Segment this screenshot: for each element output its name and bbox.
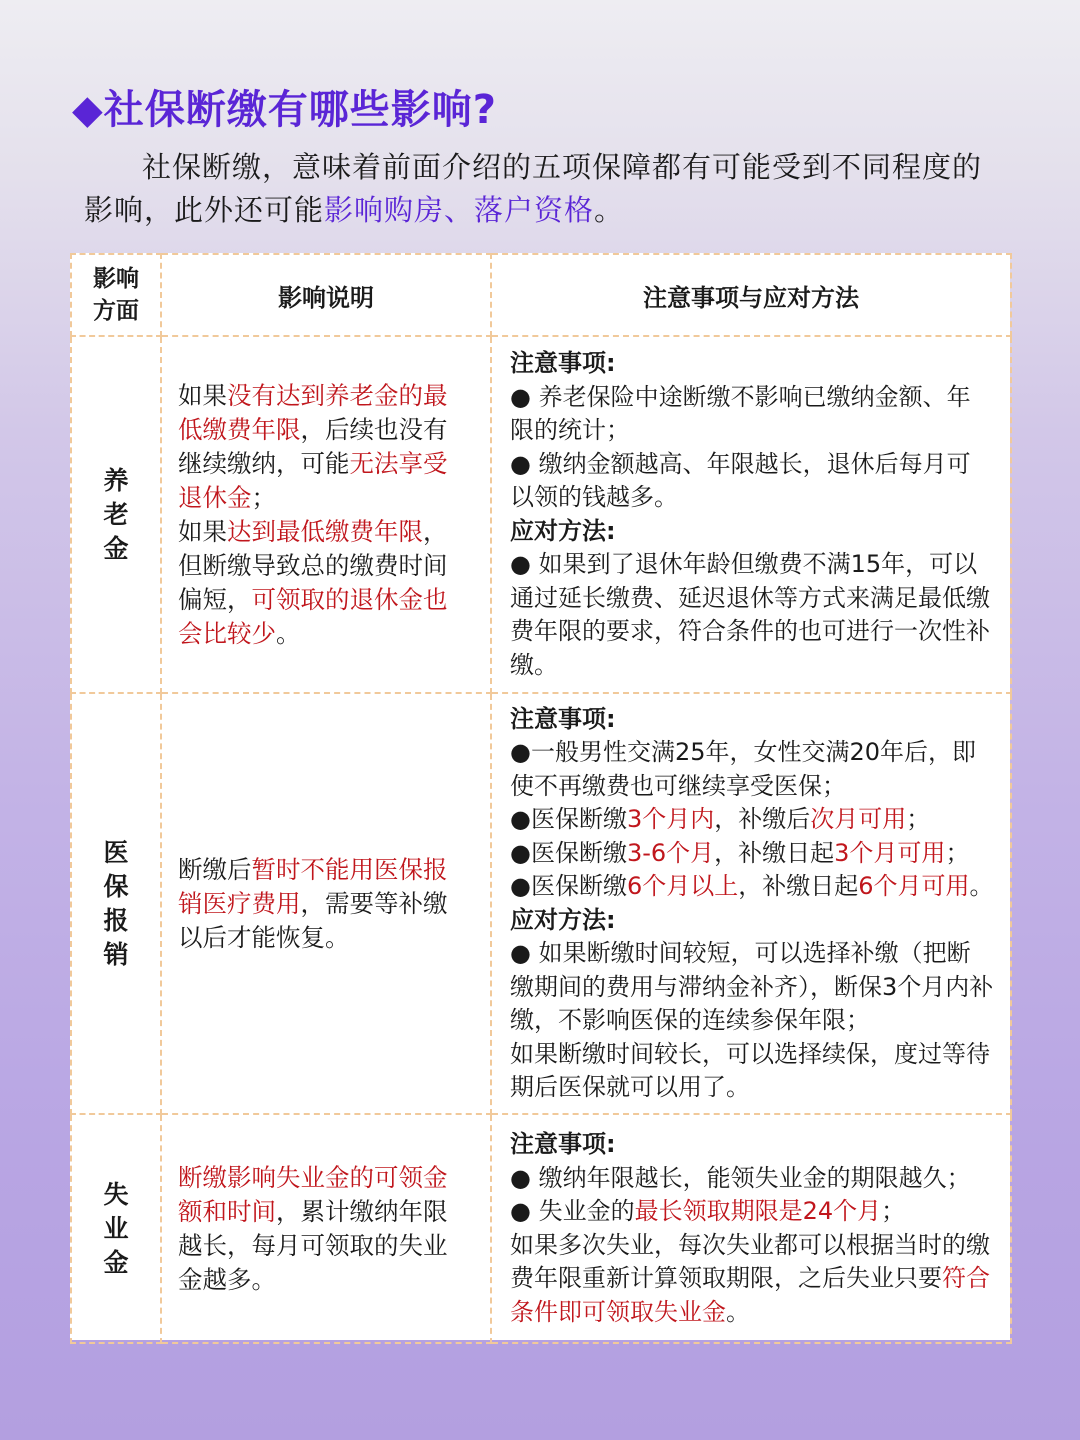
highlight-text: 符合条件即可领取失业金: [510, 1264, 990, 1326]
highlight-text: 3-6个月: [626, 838, 715, 867]
text-run: ；: [251, 482, 276, 512]
text-run: ；: [945, 838, 970, 867]
section-label: 注意事项:: [510, 349, 616, 377]
text-run: 断缴后: [178, 854, 252, 884]
text-run: ，补缴日起: [738, 872, 859, 900]
text-run: ●医保断缴: [510, 872, 627, 900]
text-run: ，但断缴导致总的缴费时间偏短，: [178, 516, 448, 614]
intro-paragraph: [84, 146, 1004, 232]
text-run: ●医保断缴: [510, 838, 627, 867]
table-row: [71, 336, 1011, 693]
text-run: 。: [276, 618, 301, 648]
note-line: [510, 1128, 994, 1162]
text-run: ● 缴纳年限越长，能领失业金的期限越久；: [510, 1163, 971, 1192]
text-run: ● 如果断缴时间较短，可以选择补缴（把断缴期间的费用与滞纳金补齐），断保3个月内补缴，不影响医保的连续参保年限；: [510, 939, 994, 1034]
description-cell: [161, 693, 491, 1114]
table-header-row: [71, 254, 1011, 336]
notes-cell: [491, 336, 1011, 693]
text-run: ● 如果到了退休年龄但缴费不满15年，可以通过延长缴费、延迟退休等方式来满足最低缴费年限的要求，符合条件的也可进行一次性补缴。: [510, 550, 990, 679]
note-line: [510, 1229, 994, 1330]
intro-text: 社保断缴，意味着前面介绍的五项保障都有可能受到不同程度的影响，此外还可能: [84, 150, 983, 227]
text-run: ，需要等补缴以后才能恢复。: [178, 888, 448, 952]
highlight-text: 可领取的退休金也会比较少: [178, 584, 448, 648]
highlight-text: 断缴影响失业金的可领金额和时间: [178, 1162, 448, 1226]
note-line: [510, 347, 994, 381]
highlight-text: 3个月可用: [834, 838, 946, 867]
note-line: [510, 1162, 994, 1196]
note-line: [510, 736, 994, 803]
note-line: [510, 515, 994, 549]
text-run: ，后续也没有继续缴纳，可能: [178, 414, 448, 478]
note-line: [510, 703, 994, 737]
text-run: ●医保断缴: [510, 805, 627, 833]
text-run: 如果断缴时间较长，可以选择续保，度过等待期后医保就可以用了。: [510, 1039, 990, 1101]
header-description: 影响说明: [161, 254, 491, 336]
text-run: ；: [906, 805, 931, 833]
note-line: [510, 381, 994, 448]
highlight-text: 最长领取期限是24个月: [634, 1197, 882, 1225]
note-line: [510, 1038, 994, 1105]
text-run: 。: [969, 872, 994, 900]
text-run: 如果: [178, 380, 227, 410]
intro-end: 。: [594, 193, 625, 227]
text-run: ，补缴日起: [714, 838, 835, 867]
aspect-cell: 养老金: [71, 336, 161, 693]
intro-highlight: 影响购房、落户资格: [324, 193, 595, 227]
notes-cell: [491, 1114, 1011, 1343]
text-run: 如果多次失业，每次失业都可以根据当时的缴费年限重新计算领取期限，之后失业只要: [510, 1230, 990, 1292]
aspect-cell: 医保报销: [71, 693, 161, 1114]
highlight-text: 没有达到养老金的最低缴费年限: [178, 380, 448, 444]
highlight-text: 无法享受退休金: [178, 448, 448, 512]
section-label: 应对方法:: [510, 516, 616, 545]
header-aspect: 影响方面: [71, 254, 161, 336]
text-run: ● 养老保险中途断缴不影响已缴纳金额、年限的统计；: [510, 382, 971, 444]
text-run: ● 缴纳金额越高、年限越长，退休后每月可以领的钱越多。: [510, 449, 971, 511]
note-line: [510, 904, 994, 938]
page-title: ◆社保断缴有哪些影响?: [72, 87, 497, 133]
section-label: 注意事项:: [510, 704, 616, 733]
text-run: 。: [726, 1297, 750, 1326]
note-line: [510, 1195, 994, 1229]
note-line: [510, 937, 994, 1038]
impact-table: [70, 253, 1010, 1340]
text-run: ，累计缴纳年限越长，每月可领取的失业金越多。: [178, 1196, 448, 1294]
text-run: ● 失业金的: [510, 1197, 635, 1225]
note-line: [510, 803, 994, 837]
text-run: ，补缴后: [714, 805, 811, 833]
highlight-text: 次月可用: [810, 805, 907, 833]
notes-cell: [491, 693, 1011, 1114]
highlight-text: 达到最低缴费年限: [227, 516, 423, 546]
note-line: [510, 448, 994, 515]
table-row: [71, 693, 1011, 1114]
table-row: [71, 1114, 1011, 1343]
note-line: [510, 870, 994, 904]
text-run: ；: [881, 1197, 906, 1225]
highlight-text: 6个月可用: [858, 872, 970, 900]
section-label: 应对方法:: [510, 905, 616, 934]
header-notes: 注意事项与应对方法: [491, 254, 1011, 336]
note-line: [510, 837, 994, 871]
aspect-cell: 失业金: [71, 1114, 161, 1343]
highlight-text: 暂时不能用医保报销医疗费用: [178, 854, 448, 918]
description-cell: [161, 1114, 491, 1343]
text-run: 如果: [178, 516, 227, 546]
text-run: ●一般男性交满25年，女性交满20年后，即使不再缴费也可继续享受医保；: [510, 738, 977, 800]
note-line: [510, 548, 994, 682]
highlight-text: 6个月以上: [626, 872, 739, 900]
description-cell: [161, 336, 491, 693]
highlight-text: 3个月内: [626, 805, 715, 833]
section-label: 注意事项:: [510, 1130, 616, 1158]
